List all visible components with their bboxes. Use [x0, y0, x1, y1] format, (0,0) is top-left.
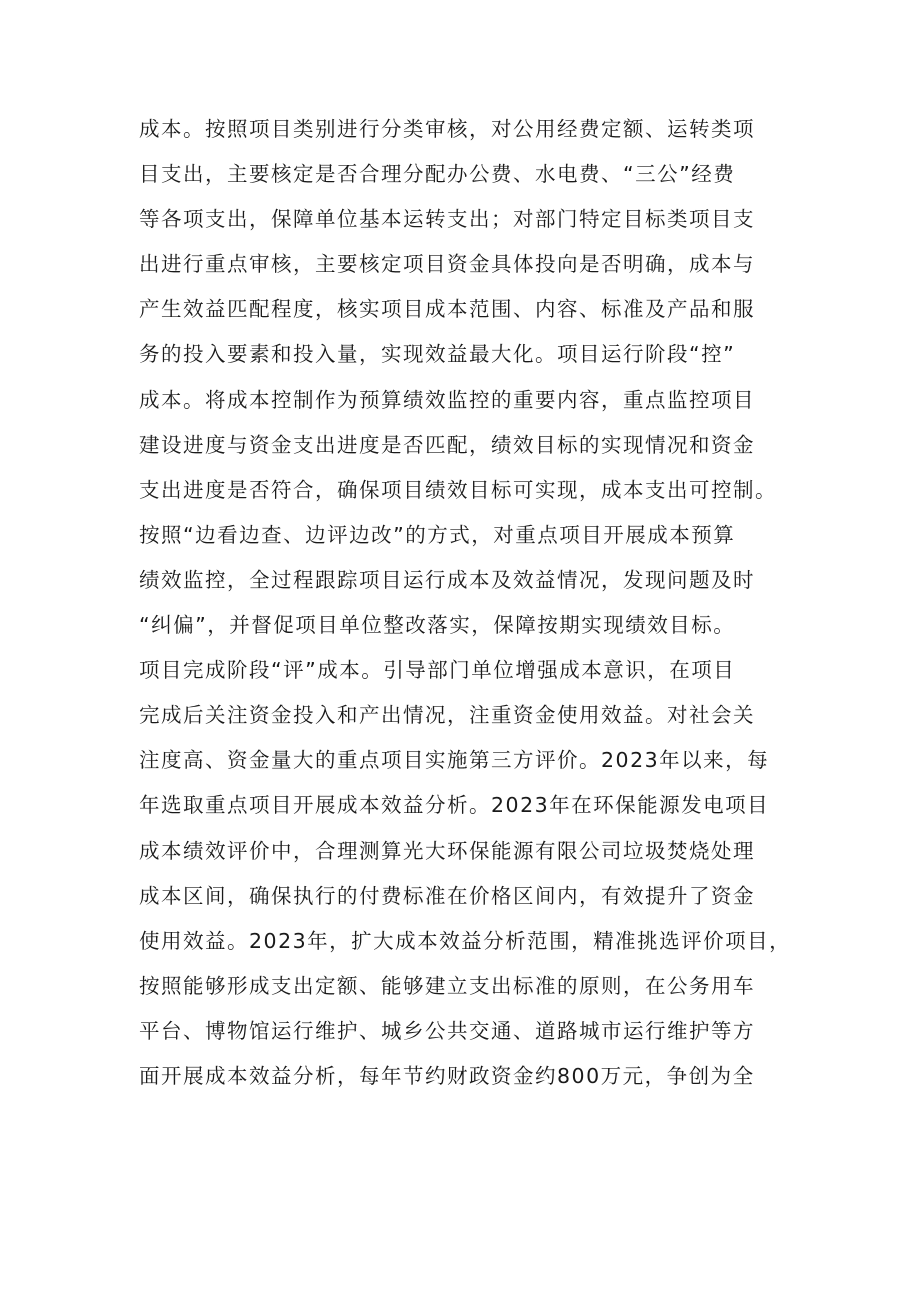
text-line: 出进行重点审核，主要核定项目资金具体投向是否明确，成本与 [139, 252, 755, 277]
text-line: 成本区间，确保执行的付费标准在价格区间内，有效提升了资金 [139, 883, 755, 908]
text-line: 建设进度与资金支出进度是否匹配，绩效目标的实现情况和资金 [139, 432, 755, 457]
text-line: 平台、博物馆运行维护、城乡公共交通、道路城市运行维护等方 [139, 1018, 755, 1043]
text-line: 使用效益。2023年，扩大成本效益分析范围，精准挑选评价项目， [139, 928, 792, 953]
text-line: 支出进度是否符合，确保项目绩效目标可实现，成本支出可控制。 [139, 477, 777, 502]
text-line: 年选取重点项目开展成本效益分析。2023年在环保能源发电项目 [139, 793, 770, 818]
text-line: 完成后关注资金投入和产出情况，注重资金使用效益。对社会关 [139, 703, 755, 728]
text-line: 等各项支出，保障单位基本运转支出；对部门特定目标类项目支 [139, 207, 755, 232]
text-line: 项目完成阶段“评”成本。引导部门单位增强成本意识，在项目 [139, 658, 736, 683]
text-line: 成本绩效评价中，合理测算光大环保能源有限公司垃圾焚烧处理 [139, 838, 755, 863]
text-line: 面开展成本效益分析，每年节约财政资金约800万元，争创为全 [139, 1063, 755, 1088]
text-line: 目支出，主要核定是否合理分配办公费、水电费、“三公”经费 [139, 162, 736, 187]
text-line: 成本。按照项目类别进行分类审核，对公用经费定额、运转类项 [139, 117, 755, 141]
text-line: “纠偏”，并督促项目单位整改落实，保障按期实现绩效目标。 [139, 613, 736, 638]
text-line: 成本。将成本控制作为预算绩效监控的重要内容，重点监控项目 [139, 387, 755, 412]
body-paragraph [139, 107, 792, 1099]
text-line: 绩效监控，全过程跟踪项目运行成本及效益情况，发现问题及时 [139, 567, 755, 592]
text-line: 产生效益匹配程度，核实项目成本范围、内容、标准及产品和服 [139, 297, 755, 322]
text-line: 按照“边看边查、边评边改”的方式，对重点项目开展成本预算 [139, 522, 736, 547]
text-line: 注度高、资金量大的重点项目实施第三方评价。2023年以来，每 [139, 748, 770, 773]
text-line: 按照能够形成支出定额、能够建立支出标准的原则，在公务用车 [139, 973, 755, 998]
text-line: 务的投入要素和投入量，实现效益最大化。项目运行阶段“控” [139, 342, 736, 367]
